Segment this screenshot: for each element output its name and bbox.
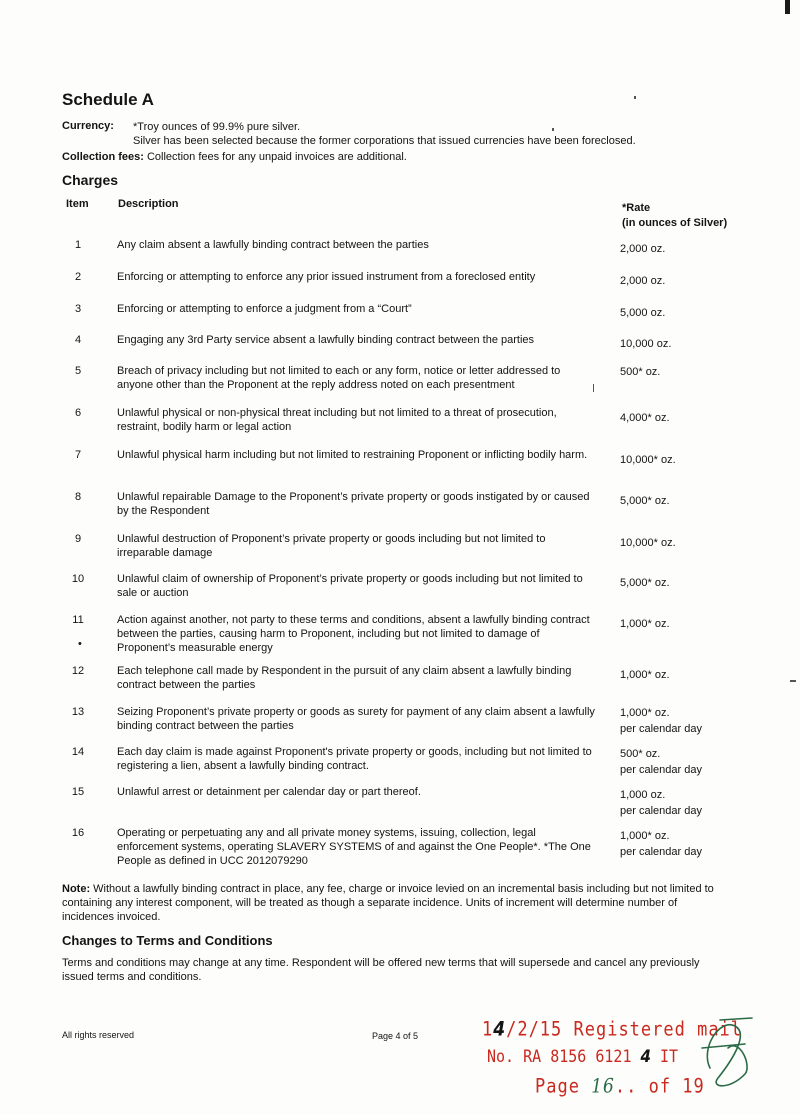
rate-note: per calendar day <box>620 805 702 817</box>
item-description: Unlawful physical harm including but not limited to restraining Proponent or inflicting bodily harm. <box>117 449 588 461</box>
charges-heading: Charges <box>62 172 119 188</box>
item-number: 3 <box>74 303 82 315</box>
item-number: 5 <box>74 365 82 377</box>
page-title: Schedule A <box>62 90 154 109</box>
item-number: 11 <box>72 614 84 626</box>
item-rate <box>620 452 770 468</box>
item-description: Any claim absent a lawfully binding contract between the parties <box>117 239 429 251</box>
rate-value: 1,000* oz. <box>620 830 670 842</box>
collection-fees-text: Collection fees for any unpaid invoices are additional. <box>146 151 407 163</box>
scan-speck <box>593 384 594 392</box>
item-number: 15 <box>71 786 85 798</box>
rate-value: 5,000* oz. <box>620 495 670 507</box>
item-number: 1 <box>74 239 82 251</box>
item-number: 8 <box>74 491 82 503</box>
column-header-rate-line-2: (in ounces of Silver) <box>622 217 728 229</box>
rate-value: 1,000* oz. <box>620 618 670 630</box>
note-text: Without a lawfully binding contract in place, any fee, charge or invoice levied on an incremental basis including but not limited to containing any interest component, will be treated as though a separate incidence. Units of increment will determine number of incidences invoiced. <box>62 883 714 923</box>
stamp-date-overwrite: 4 <box>493 1018 507 1041</box>
stamp-date-prefix: 1 <box>482 1018 494 1041</box>
item-number: 14 <box>71 746 85 758</box>
item-description: Enforcing or attempting to enforce a judgment from a “Court” <box>117 303 412 315</box>
scan-speck <box>552 128 554 131</box>
item-number: 4 <box>74 334 82 346</box>
item-description: Operating or perpetuating any and all private money systems, issuing, collection, legal enforcement systems, operating SLAVERY SYSTEMS of and against the One People*. *The One People as defined in UCC 2012079290 <box>117 827 591 867</box>
item-description: Seizing Proponent’s private property or goods as surety for payment of any claim absent a lawfully binding contract between the parties <box>117 706 595 732</box>
collection-fees <box>62 150 407 164</box>
column-header-item: Item <box>66 198 89 210</box>
stamp-page-suffix: of 19 <box>648 1075 705 1098</box>
stamp-number-overwrite: 4 <box>640 1046 651 1067</box>
item-description: Breach of privacy including but not limited to each or any form, notice or letter addressed to anyone other than the Proponent at the reply address noted on each presentment <box>117 365 561 391</box>
item-description: Unlawful arrest or detainment per calendar day or part thereof. <box>117 786 421 798</box>
rate-value: 500* oz. <box>620 748 661 760</box>
item-number: 10 <box>71 573 85 585</box>
scan-edge-mark <box>785 0 790 14</box>
footer-page-number: Page 4 of 5 <box>372 1031 419 1041</box>
currency-text <box>133 120 733 148</box>
item-rate <box>620 410 770 426</box>
rate-note: per calendar day <box>620 723 702 735</box>
stamp-page-number: 16 <box>591 1075 615 1098</box>
rate-value: 2,000 oz. <box>620 243 666 255</box>
stamp-page-prefix: Page <box>535 1075 580 1098</box>
item-rate <box>620 336 770 352</box>
item-number: 16 <box>71 827 85 839</box>
rate-value: 10,000* oz. <box>620 454 676 466</box>
item-description: Unlawful physical or non-physical threat including but not limited to a threat of prosecution, restraint, bodily harm or legal action <box>117 407 557 433</box>
item-rate <box>620 787 770 819</box>
item-description: Unlawful claim of ownership of Proponent’s private property or goods including but not limited to sale or auction <box>117 573 583 599</box>
item-description: Unlawful destruction of Proponent’s private property or goods including but not limited to irreparable damage <box>117 533 546 559</box>
rate-value: 10,000 oz. <box>620 338 672 350</box>
item-number: 6 <box>74 407 82 419</box>
stray-mark: • <box>78 638 82 650</box>
stamp-number-prefix: No. RA 8156 6121 <box>487 1046 632 1067</box>
column-header-rate-line-1: *Rate <box>622 202 651 214</box>
item-rate <box>620 705 770 737</box>
rate-note: per calendar day <box>620 846 702 858</box>
note <box>62 882 732 924</box>
item-rate <box>620 828 770 860</box>
item-rate <box>620 667 770 683</box>
scan-speck <box>634 96 636 99</box>
column-header-description: Description <box>118 198 179 210</box>
item-rate <box>620 616 770 632</box>
item-rate <box>620 273 770 289</box>
item-description: Unlawful repairable Damage to the Proponent’s private property or goods instigated by or caused by the Respondent <box>117 491 590 517</box>
rate-value: 4,000* oz. <box>620 412 670 424</box>
rate-value: 5,000* oz. <box>620 577 670 589</box>
item-rate <box>620 364 770 380</box>
item-description: Each telephone call made by Respondent in the pursuit of any claim absent a lawfully binding contract between the parties <box>117 665 572 691</box>
registered-mail-stamp-number <box>487 1046 678 1067</box>
item-rate <box>620 305 770 321</box>
rate-value: 1,000* oz. <box>620 669 670 681</box>
item-number: 13 <box>71 706 85 718</box>
item-number: 2 <box>74 271 82 283</box>
item-description: Enforcing or attempting to enforce any prior issued instrument from a foreclosed entity <box>117 271 536 283</box>
currency-line-2: Silver has been selected because the former corporations that issued currencies have been foreclosed. <box>133 135 636 147</box>
item-description: Engaging any 3rd Party service absent a lawfully binding contract between the parties <box>117 334 535 346</box>
stamp-date-suffix: /2/15 Registered mail <box>506 1018 743 1041</box>
note-label: Note: <box>62 883 91 895</box>
changes-heading: Changes to Terms and Conditions <box>62 933 273 948</box>
item-rate <box>620 241 770 257</box>
rate-value: 2,000 oz. <box>620 275 666 287</box>
item-number: 12 <box>71 665 85 677</box>
collection-fees-label: Collection fees: <box>62 151 144 163</box>
currency-line-1: *Troy ounces of 99.9% pure silver. <box>133 121 301 133</box>
item-description: Each day claim is made against Proponent's private property or goods, including but not limited to registering a lien, absent a lawfully binding contract. <box>117 746 592 772</box>
item-rate <box>620 746 770 778</box>
footer-rights: All rights reserved <box>62 1030 135 1040</box>
item-rate <box>620 493 770 509</box>
item-number: 7 <box>74 449 82 461</box>
rate-note: per calendar day <box>620 764 702 776</box>
rate-value: 10,000* oz. <box>620 537 676 549</box>
rate-value: 1,000* oz. <box>620 707 670 719</box>
item-number: 9 <box>74 533 82 545</box>
rate-value: 5,000 oz. <box>620 307 666 319</box>
changes-text: Terms and conditions may change at any time. Respondent will be offered new terms that will supersede and cancel any previously issued terms and conditions. <box>62 957 700 983</box>
item-description: Action against another, not party to these terms and conditions, absent a lawfully binding contract between the parties, causing harm to Proponent, including but not limited to damage of Proponent’s measurable energy <box>117 614 590 654</box>
handwritten-signature <box>690 1008 760 1093</box>
item-rate <box>620 535 770 551</box>
item-rate <box>620 575 770 591</box>
registered-mail-stamp-page: Page 16.. of 19 <box>535 1075 705 1098</box>
rate-value: 500* oz. <box>620 366 661 378</box>
stamp-number-suffix: IT <box>660 1046 679 1067</box>
column-header-rate <box>622 201 727 231</box>
rate-value: 1,000 oz. <box>620 789 666 801</box>
currency-label: Currency: <box>62 120 114 132</box>
scan-speck <box>790 680 796 682</box>
